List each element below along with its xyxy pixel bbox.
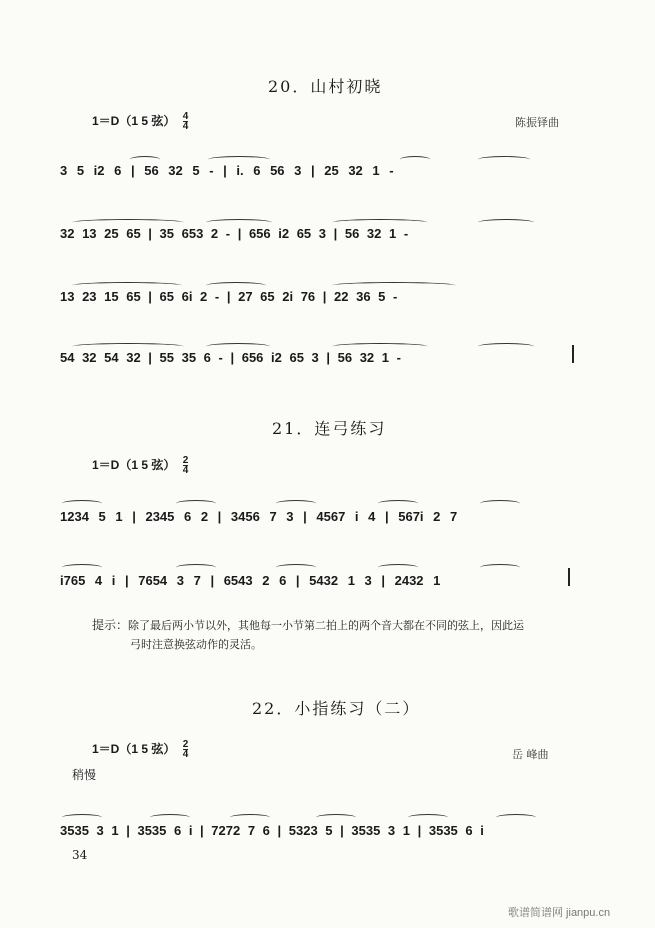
tip-note — [92, 616, 587, 654]
notation-line: 3 5 i2 6 | 56 32 5 - | i. 6 56 3 | 25 32 1 - — [60, 162, 394, 178]
slur — [276, 564, 316, 571]
slur — [276, 500, 316, 507]
final-barline — [568, 568, 570, 586]
slur — [478, 156, 530, 163]
time-signature — [183, 740, 189, 759]
time-signature — [183, 112, 189, 131]
slur — [72, 219, 184, 226]
slur — [332, 343, 428, 350]
slur — [400, 156, 430, 163]
meter-bottom: 4 — [182, 465, 189, 477]
key-signature — [92, 112, 188, 131]
slur — [206, 343, 270, 350]
slur — [332, 282, 456, 289]
piece-title: 21．连弓练习 — [272, 419, 387, 438]
slur — [478, 343, 534, 350]
key-text: 1＝D（1 5 弦） — [92, 458, 176, 472]
slur — [62, 500, 102, 507]
slur — [130, 156, 160, 163]
slur — [408, 814, 448, 821]
time-signature — [183, 456, 189, 475]
slur — [496, 814, 536, 821]
slur — [480, 500, 520, 507]
key-signature — [92, 456, 188, 475]
tip-label: 提示： — [92, 618, 129, 632]
slur — [206, 219, 272, 226]
final-barline — [572, 345, 574, 363]
tip-text-1: 除了最后两小节以外，其他每一小节第二拍上的两个音大都在不同的弦上，因此运 — [128, 619, 525, 632]
slur — [62, 564, 102, 571]
slur — [206, 282, 266, 289]
slur — [208, 156, 270, 163]
notation-line: 3535 3 1 | 3535 6 i | 7272 7 6 | 5323 5 | 3535 3 1 | 3535 6 i — [60, 822, 484, 838]
slur — [378, 500, 418, 507]
slur — [480, 564, 520, 571]
notation-line: 13 23 15 65 | 65 6i 2 - | 27 65 2i 76 | 22 36 5 - — [60, 288, 398, 304]
notation-line: 54 32 54 32 | 55 35 6 - | 656 i2 65 3 | 56 32 1 - — [60, 349, 401, 365]
piece-title: 20．山村初晓 — [268, 77, 383, 96]
slur — [316, 814, 356, 821]
tempo-marking: 稍慢 — [72, 768, 97, 782]
slur — [176, 564, 216, 571]
notation-line: i765 4 i | 7654 3 7 | 6543 2 6 | 5432 1 3 | 2432 1 — [60, 572, 441, 588]
slur — [72, 282, 182, 289]
slur — [72, 343, 184, 350]
notation-line: 32 13 25 65 | 35 653 2 - | 656 i2 65 3 | 56 32 1 - — [60, 225, 409, 241]
slur — [332, 219, 428, 226]
page-number: 34 — [72, 848, 88, 862]
key-text: 1＝D（1 5 弦） — [92, 742, 176, 756]
composer: 岳 峰曲 — [512, 748, 549, 761]
meter-top: 2 — [182, 739, 189, 751]
slur — [230, 814, 270, 821]
meter-top: 2 — [182, 455, 189, 467]
slur — [176, 500, 216, 507]
slur — [478, 219, 534, 226]
meter-top: 4 — [182, 111, 189, 123]
meter-bottom: 4 — [182, 749, 189, 761]
composer: 陈振铎曲 — [515, 116, 559, 129]
meter-bottom: 4 — [182, 121, 189, 133]
slur — [150, 814, 190, 821]
key-text: 1＝D（1 5 弦） — [92, 114, 176, 128]
watermark: 歌谱简谱网 jianpu.cn — [508, 907, 611, 919]
slur — [62, 814, 102, 821]
piece-title: 22．小指练习（二） — [252, 699, 421, 718]
slur — [378, 564, 418, 571]
key-signature — [92, 740, 188, 759]
tip-text-2: 弓时注意换弦动作的灵活。 — [130, 638, 262, 651]
notation-line: 1234 5 1 | 2345 6 2 | 3456 7 3 | 4567 i 4 | 567i 2 7 — [60, 508, 458, 524]
